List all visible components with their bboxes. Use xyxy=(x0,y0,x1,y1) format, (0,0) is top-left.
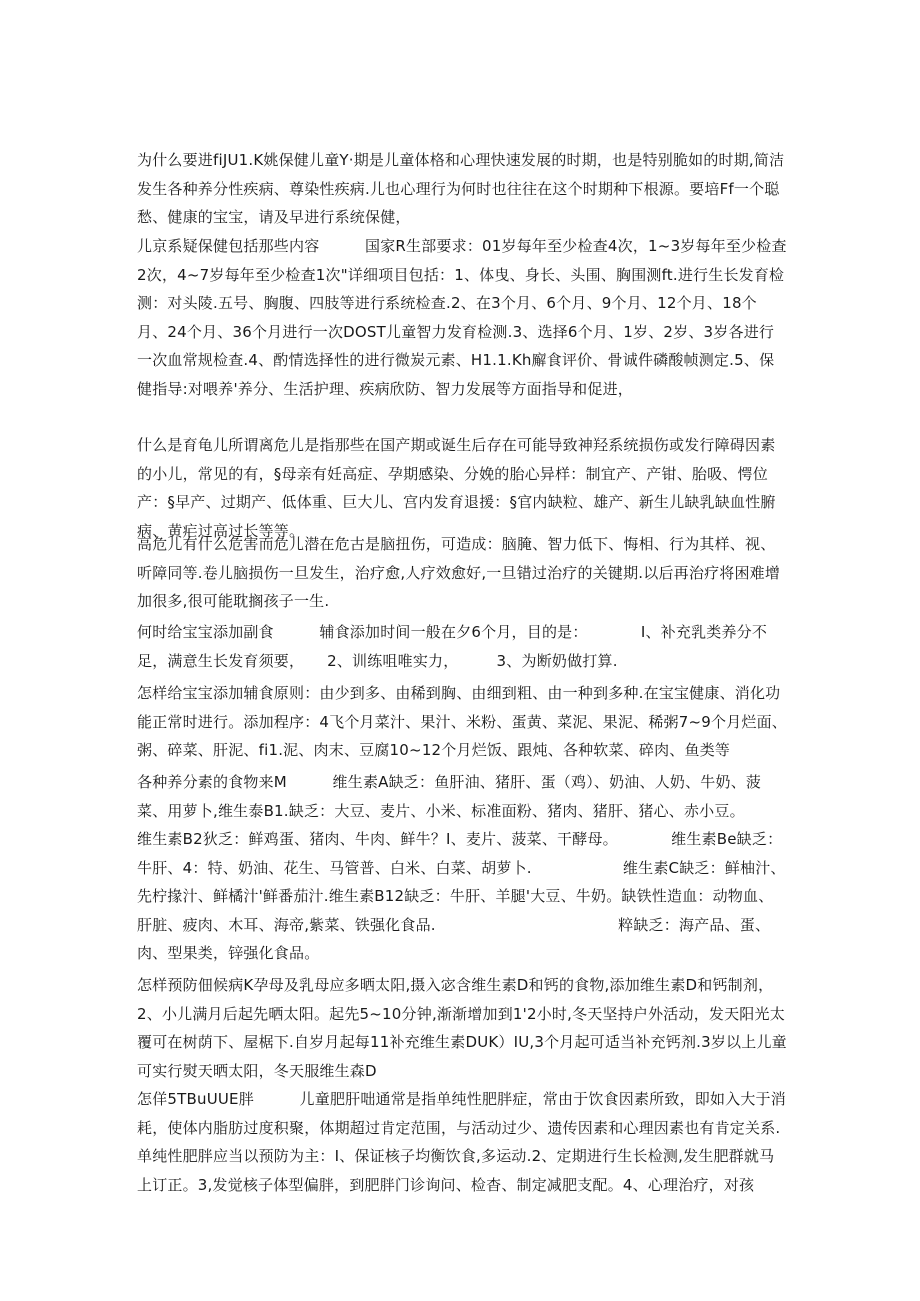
paragraph-high-risk-infant-harm: 高危儿有什么危害而危儿潜在危古是脑扭伤，可造成：脑腌、智力低下、悔相、行为其样、视、听障同等.卷儿脑损伤一旦发生，治疗愈,人疗效愈好,一旦错过治疗的关键期.以后再治疗将困难增加很多,很可能耽搁孩子一生. xyxy=(137,535,781,610)
paragraph-obesity-prevention: 怎佯5TBuUUE胖 儿童肥肝咄通常是指单纯性肥胖症，常由于饮食因素所致，即如入大于消耗，使体内脂肪过度积聚，体期超过肯定范围，与活动过少、遗传因素和心理因素也有肯定关系.单纯性肥胖应当以预防为主：I、保证核子均衡饮食,多运动.2、定期进行生长检测,发生肥群就马上订正。3,发觉核子体型偏胖，到肥胖门诊询问、检杳、制定减肥支配。4、心理治疗，对孩 xyxy=(137,1090,786,1194)
paragraph-health-care-contents: 儿京系疑保健包括那些内容 国家R生部要求：01岁每年至少检查4次，1~3岁每年至少检查2次，4~7岁每年至少检查1次"详细项目包括：1、体曳、身长、头围、胸围测ft.进行生长发育检测：对头陵.五号、胸腹、四肢等进行系统检查.2、在3个月、6个月、9个月、12个月、18个月、24个月、36个月进行一次DOST儿童智力发育检测.3、选择6个月、1岁、2岁、3岁各进行一次血常规检查.4、酌情选择性的进行微炭元素、H1.1.Kh廨食评价、骨诚件磷酸帧测定.5、保健指导:对喂养'养分、生活护理、疾病欣防、智力发展等方面指导和促进， xyxy=(137,237,787,398)
paragraph-high-risk-infant-definition: 什么是育龟儿所谓离危儿是指那些在国产期或诞生后存在可能导致神羟系统损伤或发行障碍因素的小儿，常见的有，§母亲有妊高症、孕期感染、分娩的胎心异样：制宜产、产钳、胎吸、愕位产：§早产、过期产、低体重、巨大儿、宫内发育退援：§官内缺粒、雄产、新生儿缺乳缺血性腑病、黄疟过高过长等等。 xyxy=(137,436,776,540)
paragraph-child-health-care-why: 为什么要进fiJU1.K姚保健儿童Y·期是儿童体格和心理快速发展的时期，也是特别脆如的时期,简洁发生各种养分性疾病、尊染性疾病.儿也心理行为何时也往往在这个时期种下根源。要培Ff一个聪愁、健康的宝宝，请及早进行系统保健， xyxy=(137,151,785,226)
paragraph-complementary-food-method: 怎样给宝宝添加辅食原则：由少到多、由稀到胸、由细到粗、由一种到多种.在宝宝健康、消化功能正常时进行。添加程序：4飞个月菜汁、果汁、米粉、蛋黄、菜泥、果泥、稀粥7~9个月烂面、粥、碎菜、肝泥、fi1.泥、肉末、豆腐10~12个月烂饭、跟炖、各种软菜、碎肉、鱼类等 xyxy=(137,684,788,759)
paragraph-nutrient-food-sources: 各种养分素的食物来M 维生素A缺乏：鱼肝油、猪肝、蛋（鸡）、奶油、人奶、牛奶、菠菜、用萝卜,维生泰B1.缺乏：大豆、麦片、小米、标准面粉、猪肉、猪肝、猪心、赤小豆。 维生素B2狄乏：鲜鸡蛋、猪肉、牛肉、鲜牛？I、麦片、菠菜、干酵母。 维生素Be缺乏：牛肝、4：特、奶油、花生、马管普、白米、白菜、胡萝卜. 维生素C缺乏：鲜柚汁、先柠掾汁、鲜橘汁'鲜番茄汁.维生素B12缺乏：牛肝、羊腿'大豆、牛奶。缺铁性造血：动物血、肝脏、疲肉、木耳、海帝,紫菜、铁强化食品. 粹缺乏：海产品、蛋、肉、型果类，锌强化食品。 xyxy=(137,773,859,962)
paragraph-complementary-food-timing: 何时给宝宝添加副食 辅食添加时间一般在夕6个月，目的是： I、补充乳类养分不足，满意生长发育须要， 2、训练咀唯实力， 3、为断奶做打算. xyxy=(137,623,768,670)
paragraph-rickets-prevention: 怎样预防佃候病K孕母及乳母应多晒太阳,摄入宓含维生素D和钙的食物,添加维生素D和钙制剂，2、小儿满月后起先晒太阳。起先5~10分钟,渐渐增加到1'2小时,冬天坚持户外活动，发天阳光太覆可在树荫下、屋椐下.自岁月起每11补充维生素DUK）IU,3个月起可适当补充钙剂.3岁以上儿童可实行熨天晒太阳，冬天服维生森D xyxy=(137,976,787,1080)
